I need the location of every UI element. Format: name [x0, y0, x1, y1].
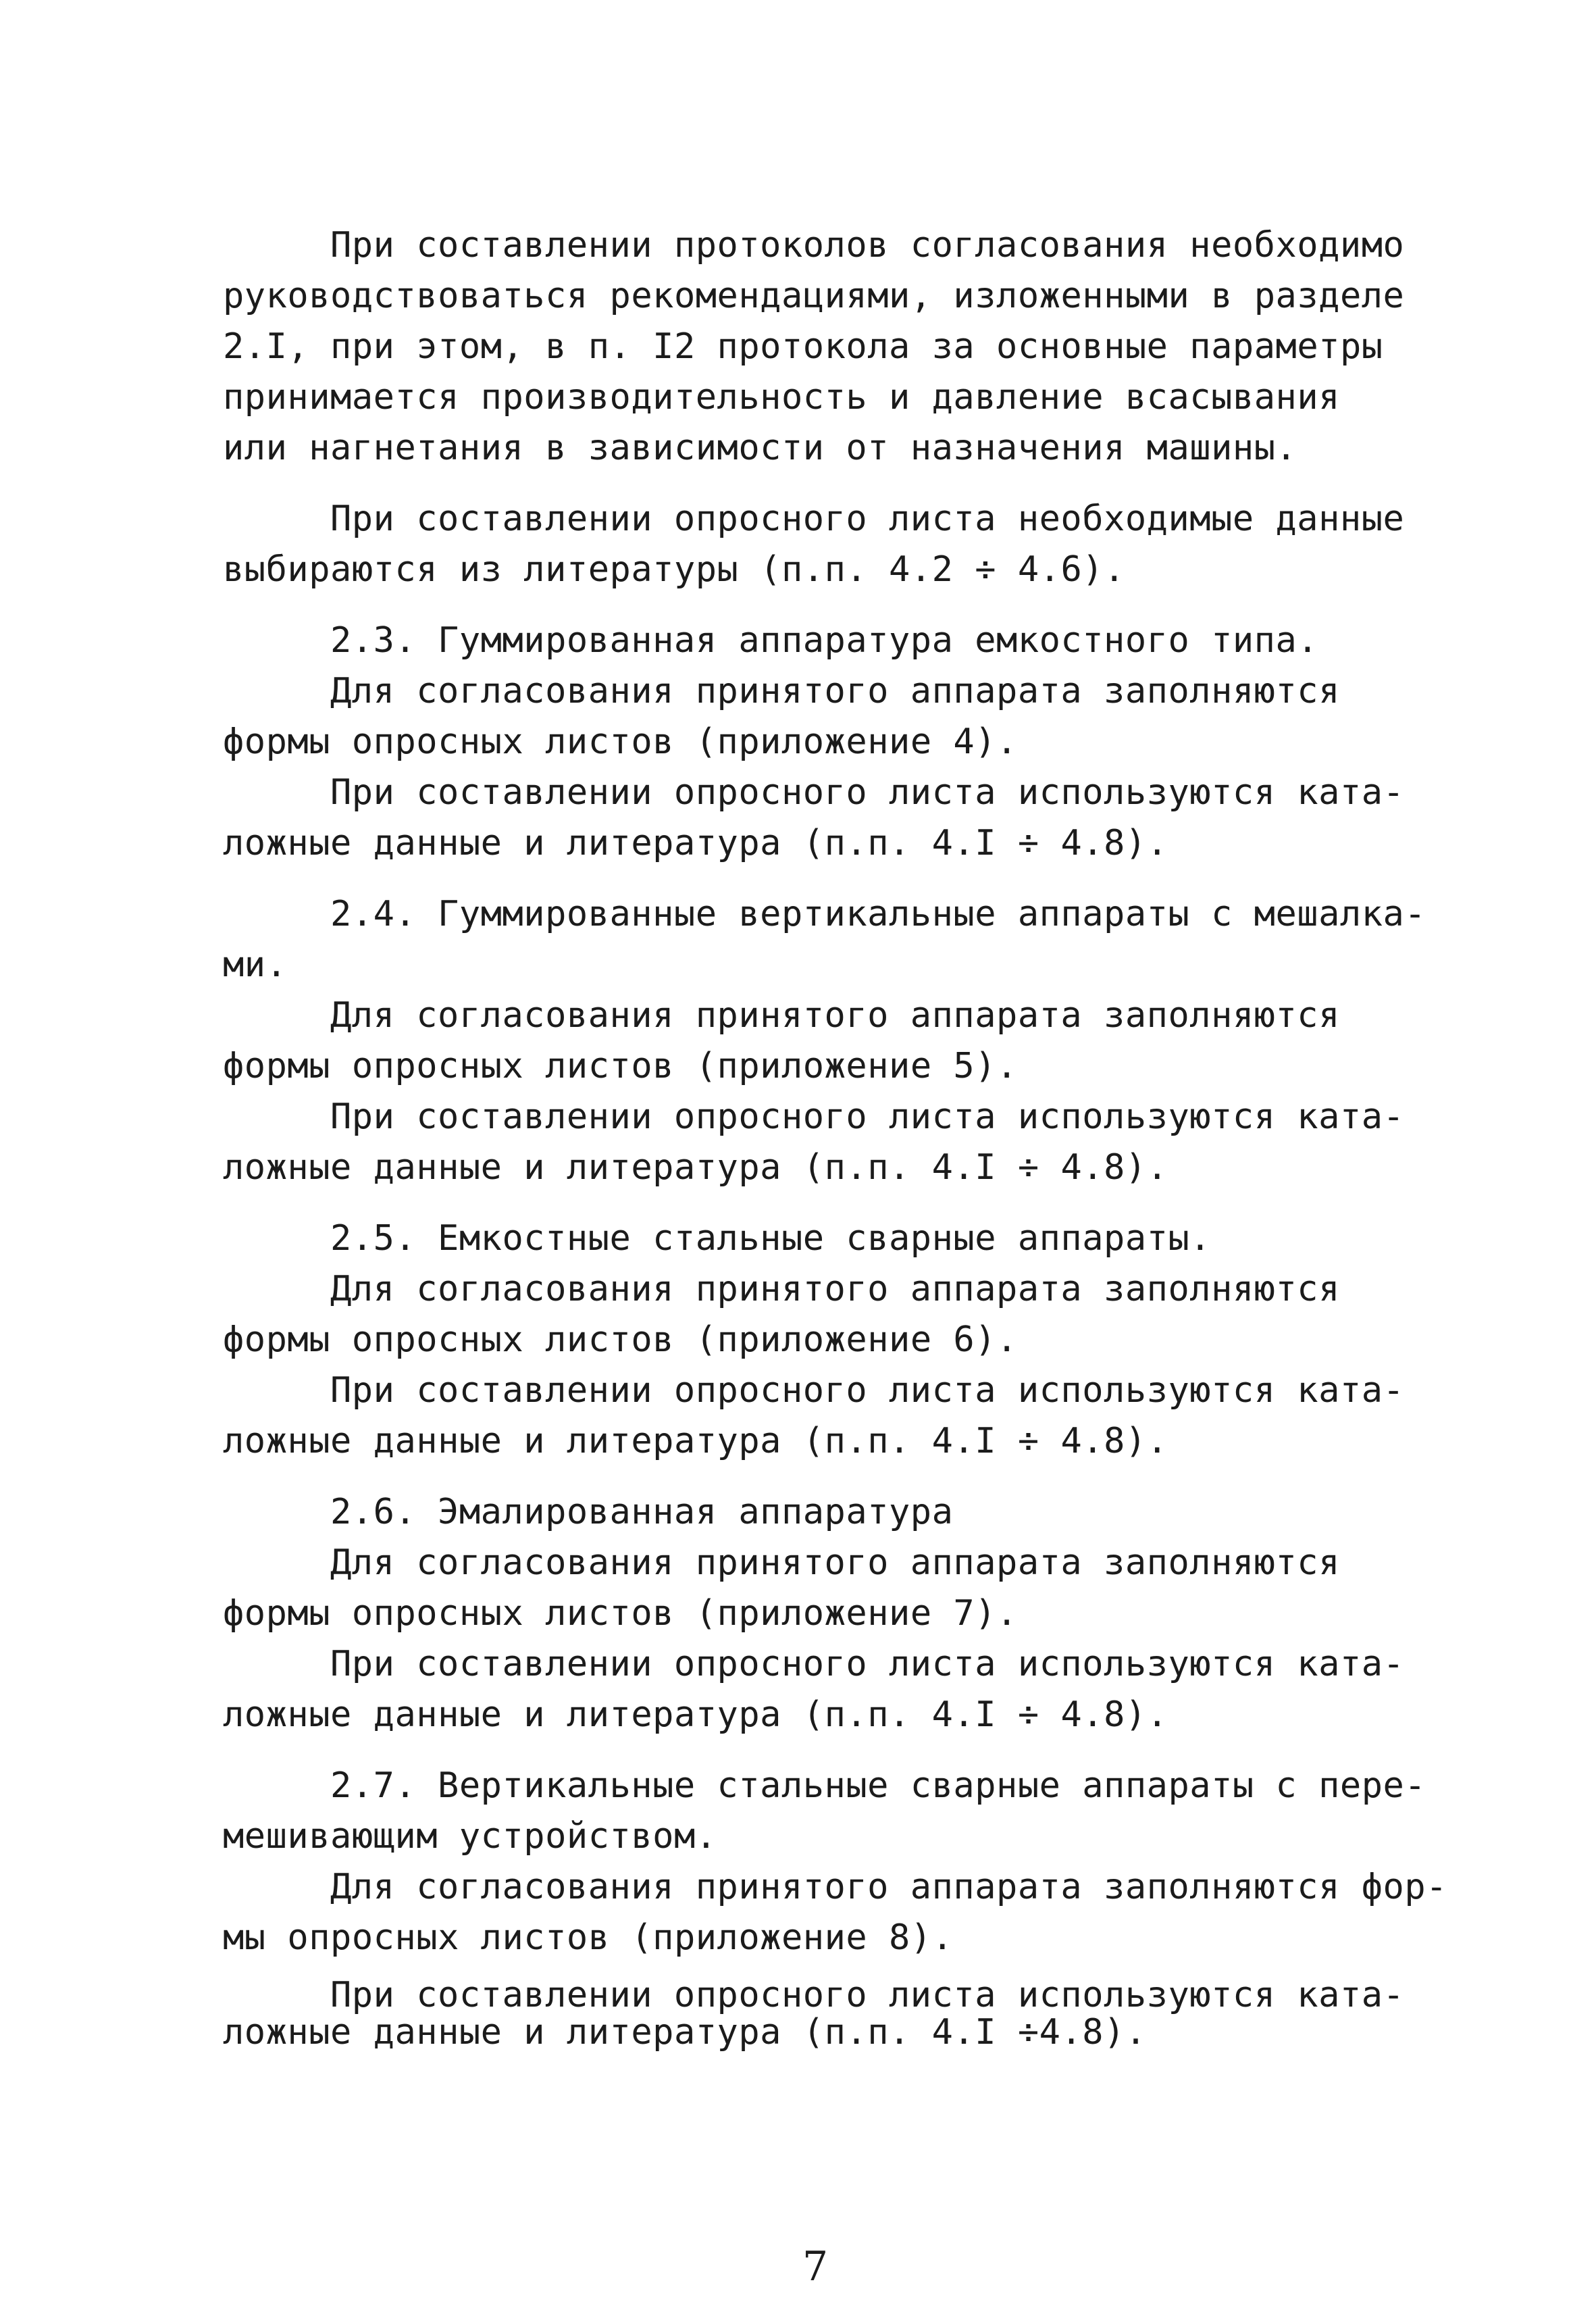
text-line: формы опросных листов (приложение 4).	[223, 722, 1018, 762]
page-number: 7	[802, 2243, 829, 2290]
section-heading: 2.7. Вертикальные стальные сварные аппараты с пере-	[330, 1765, 1426, 1806]
text-line: ложные данные и литература (п.п. 4.I ÷ 4.8).	[223, 1147, 1168, 1188]
text-line: ложные данные и литература (п.п. 4.I ÷4.8).	[223, 2012, 1147, 2053]
section-heading: 2.4. Гуммированные вертикальные аппараты с мешалка-	[330, 894, 1426, 934]
text-line: формы опросных листов (приложение 5).	[223, 1046, 1018, 1086]
text-line: При составлении протоколов согласования необходимо	[330, 225, 1405, 266]
text-line: Для согласования принятого аппарата заполняются	[330, 995, 1340, 1036]
text-line: принимается производительность и давление всасывания	[223, 377, 1340, 418]
text-line: руководствоваться рекомендациями, изложенными в разделе	[223, 276, 1405, 316]
text-line: 2.I, при этом, в п. I2 протокола за основные параметры	[223, 326, 1383, 367]
text-line: Для согласования принятого аппарата заполняются фор-	[330, 1867, 1447, 1907]
text-line: мы опросных листов (приложение 8).	[223, 1917, 954, 1958]
text-line: Для согласования принятого аппарата заполняются	[330, 1269, 1340, 1309]
text-line: или нагнетания в зависимости от назначения машины.	[223, 428, 1297, 468]
section-heading: 2.5. Емкостные стальные сварные аппараты.	[330, 1218, 1212, 1259]
text-line: ложные данные и литература (п.п. 4.I ÷ 4.8).	[223, 1694, 1168, 1735]
section-heading: ми.	[223, 945, 288, 985]
text-line: выбираются из литературы (п.п. 4.2 ÷ 4.6).	[223, 549, 1125, 590]
text-line: формы опросных листов (приложение 7).	[223, 1593, 1018, 1634]
text-line: Для согласования принятого аппарата заполняются	[330, 671, 1340, 711]
text-line: При составлении опросного листа используются ката-	[330, 1097, 1405, 1137]
text-line: При составлении опросного листа используются ката-	[330, 1370, 1405, 1411]
text-line: При составлении опросного листа необходимые данные	[330, 499, 1405, 539]
text-line: формы опросных листов (приложение 6).	[223, 1319, 1018, 1360]
text-line: ложные данные и литература (п.п. 4.I ÷ 4.8).	[223, 823, 1168, 863]
section-heading: мешивающим устройством.	[223, 1816, 717, 1857]
text-line: ложные данные и литература (п.п. 4.I ÷ 4.8).	[223, 1421, 1168, 1461]
text-line: При составлении опросного листа используются ката-	[330, 1644, 1405, 1684]
text-line: Для согласования принятого аппарата заполняются	[330, 1542, 1340, 1583]
section-heading: 2.3. Гуммированная аппаратура емкостного типа.	[330, 620, 1319, 661]
text-line: При составлении опросного листа используются ката-	[330, 772, 1405, 813]
section-heading: 2.6. Эмалированная аппаратура	[330, 1492, 954, 1532]
text-line: При составлении опросного листа используются ката-	[330, 1975, 1405, 2015]
